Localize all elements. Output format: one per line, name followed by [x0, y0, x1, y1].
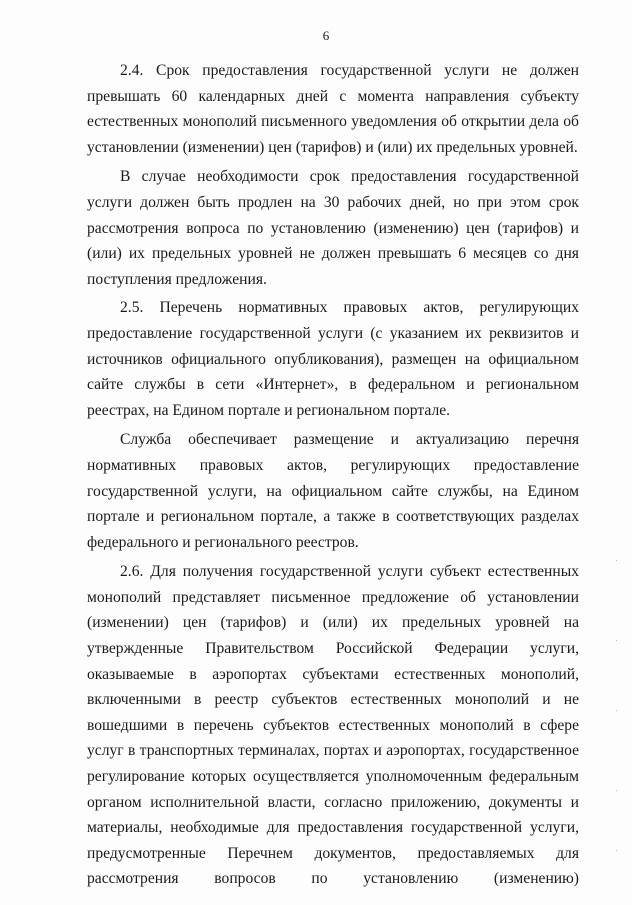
paragraph-2-6: 2.6. Для получения государственной услуги субъект естественных монополий представляет письменное предложение об установлении (изменении) цен (тарифов) и (или) их предельных уровней на утвержденные Правительством Российской Федерации услуги, оказываемые в аэропортах субъектами естественных монополий, включенными в реестр субъектов естественных монополий и не вошедшими в перечень субъектов естественных монополий в сфере услуг в транспортных терминалах, портах и аэропортах, государственное регулирование которых осуществляется уполномоченным федеральным органом исполнительной власти, согласно приложению, документы и материалы, необходимые для предоставления государственной услуги, предусмотренные Перечнем документов, предоставляемых для рассмотрения вопросов по установлению (изменению) — [87, 563, 579, 888]
paragraph-2-4: 2.4. Срок предоставления государственной услуги не должен превышать 60 календарных дней с момента направления субъекту естественных монополий письменного уведомления об открытии дела об установлении (изменении) цен (тарифов) и (или) их предельных уровней. — [87, 62, 579, 156]
document-body — [87, 58, 579, 892]
paragraph-extension-case: В случае необходимости срок предоставления государственной услуги должен быть продлен на 30 рабочих дней, но при этом срок рассмотрения вопроса по установлению (изменению) цен (тарифов) и (или) их предельных уровней не должен превышать 6 месяцев со дня поступления предложения. — [87, 168, 579, 288]
scan-artifacts — [616, 560, 618, 860]
paragraph-2-5: 2.5. Перечень нормативных правовых актов, регулирующих предоставление государственной услуги (с указанием их реквизитов и источников официального опубликования), размещен на официальном сайте службы в сети «Интернет», в федеральном и региональном реестрах, на Едином портале и региональном портале. — [87, 299, 579, 419]
paragraph-service-duties: Служба обеспечивает размещение и актуализацию перечня нормативных правовых актов, регулирующих предоставление государственной услуги, на официальном сайте службы, на Едином портале и региональном портале, а также в соответствующих разделах федерального и регионального реестров. — [87, 431, 579, 551]
page-number: 6 — [322, 28, 330, 43]
